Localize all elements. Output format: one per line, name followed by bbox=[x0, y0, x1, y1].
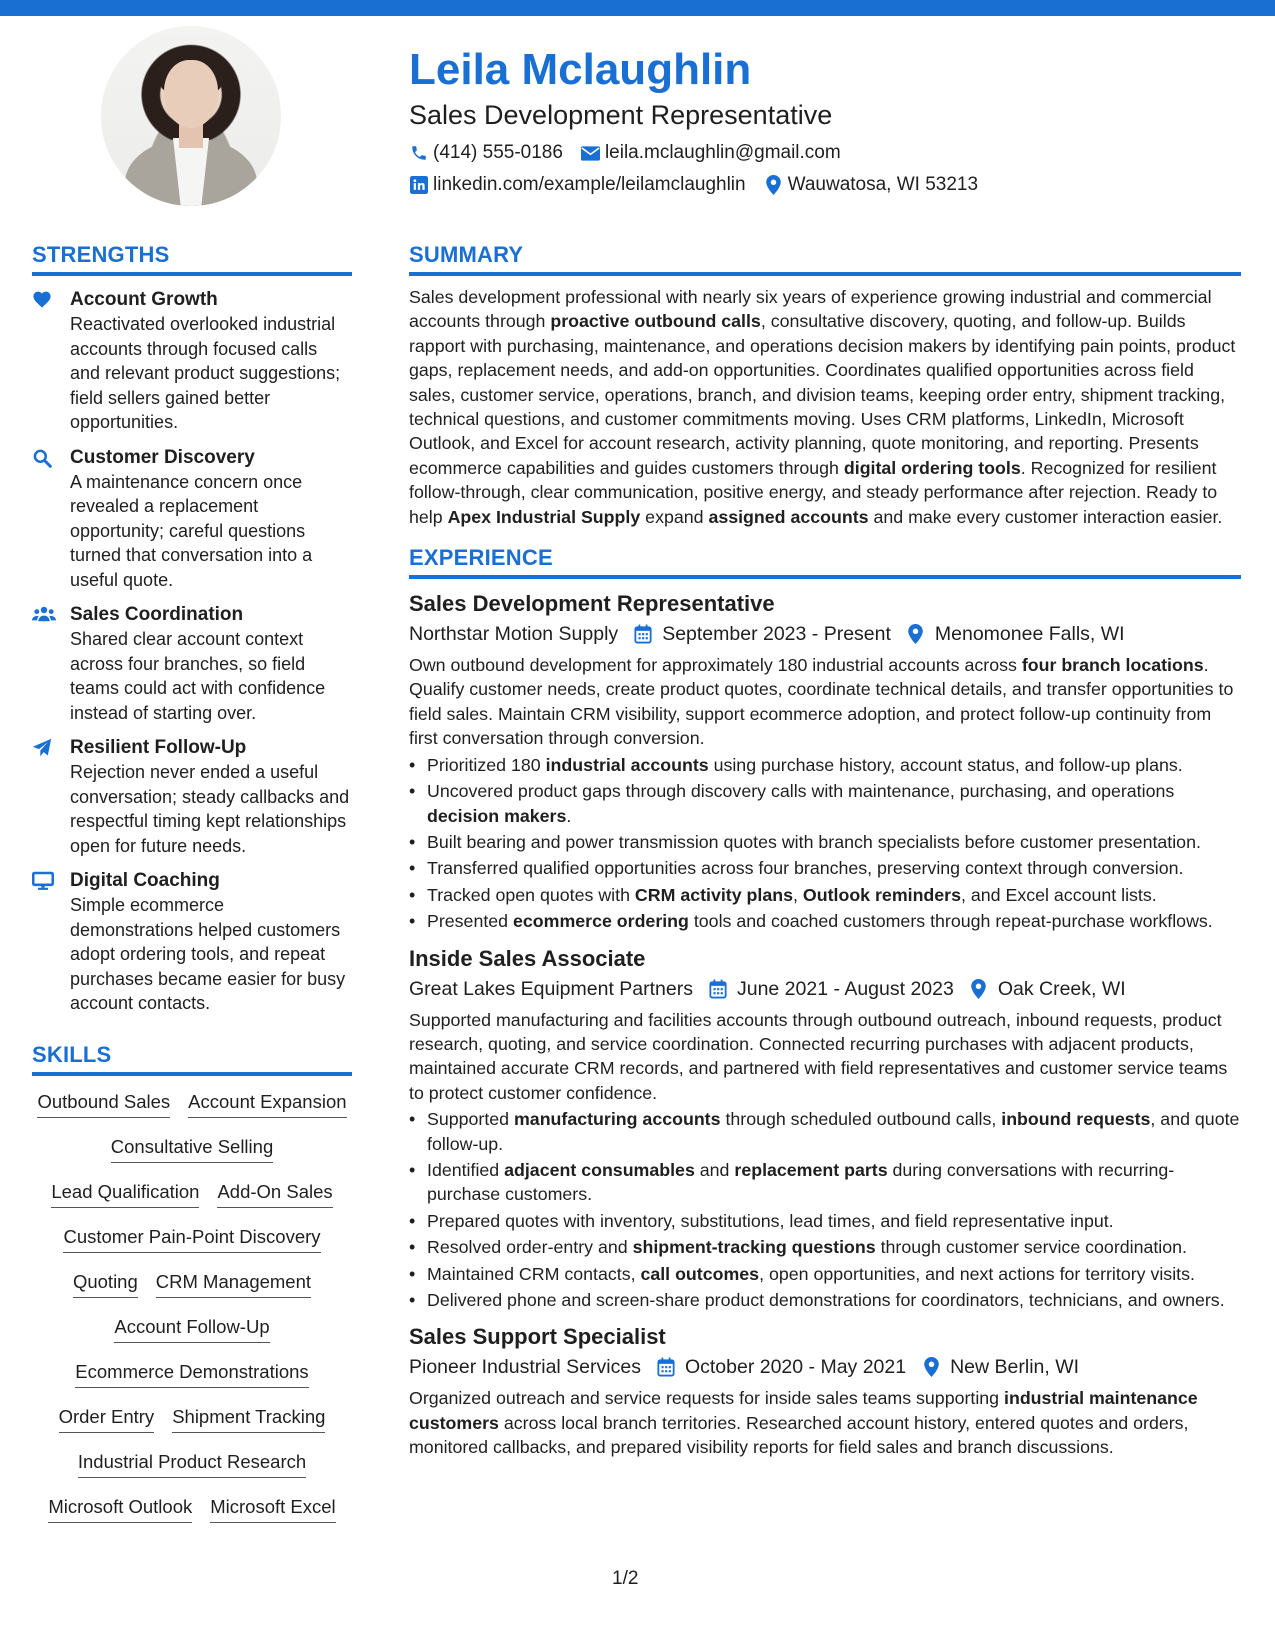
skill-tag: Microsoft Excel bbox=[210, 1495, 335, 1523]
job-location-text: New Berlin, WI bbox=[950, 1356, 1080, 1379]
text-run: Sales development professional with nearly six years of experience growing industrial and commercial accounts through bbox=[409, 287, 1212, 332]
experience-list bbox=[409, 589, 1241, 1460]
envelope-icon bbox=[581, 143, 601, 163]
job-company: Great Lakes Equipment Partners bbox=[409, 977, 693, 1000]
calendar-icon bbox=[707, 978, 729, 1000]
text-run: , and quote follow-up. bbox=[427, 1109, 1240, 1154]
text-run: Supported bbox=[427, 1109, 514, 1130]
bold-text: replacement parts bbox=[734, 1159, 888, 1180]
skill-tag: Shipment Tracking bbox=[172, 1405, 325, 1433]
text-run: , open opportunities, and next actions for territory visits. bbox=[759, 1263, 1195, 1284]
email-contact[interactable] bbox=[581, 142, 841, 164]
linkedin-text: linkedin.com/example/leilamclaughlin bbox=[433, 174, 746, 195]
bold-text: inbound requests bbox=[1001, 1109, 1151, 1130]
bullet-item bbox=[409, 1107, 1241, 1156]
bold-text: Apex Industrial Supply bbox=[447, 506, 641, 527]
profile-photo bbox=[101, 26, 281, 206]
bold-text: four branch locations bbox=[1021, 655, 1204, 676]
top-accent-bar bbox=[0, 0, 1275, 16]
strength-body bbox=[70, 736, 352, 858]
job-role: Inside Sales Associate bbox=[409, 945, 646, 971]
text-run: Delivered phone and screen-share product demonstrations for coordinators, technicians, and owners. bbox=[427, 1290, 1225, 1310]
users-icon bbox=[32, 603, 70, 725]
text-run: and bbox=[694, 1159, 735, 1180]
bold-text: decision makers bbox=[427, 805, 567, 826]
skill-tag: Customer Pain-Point Discovery bbox=[63, 1225, 320, 1253]
linkedin-contact[interactable] bbox=[409, 174, 746, 196]
text-run: Maintained CRM contacts, bbox=[427, 1263, 641, 1284]
job-location-text: Oak Creek, WI bbox=[997, 977, 1126, 1000]
search-icon bbox=[32, 446, 70, 593]
skill-tag: Account Expansion bbox=[188, 1090, 346, 1118]
skill-row bbox=[32, 1270, 352, 1315]
text-run: Identified bbox=[427, 1159, 505, 1180]
bold-text: ecommerce ordering bbox=[513, 911, 689, 932]
text-run: Presented bbox=[427, 911, 513, 932]
job-dates bbox=[632, 619, 891, 649]
left-column bbox=[32, 242, 352, 1540]
calendar-icon bbox=[632, 623, 654, 645]
resume-header bbox=[409, 42, 1229, 197]
bold-text: assigned accounts bbox=[708, 506, 869, 527]
skill-row bbox=[32, 1180, 352, 1225]
skill-tag: Order Entry bbox=[59, 1405, 155, 1433]
bullet-item bbox=[409, 753, 1241, 777]
map-pin-icon bbox=[764, 175, 784, 195]
text-run: Supported manufacturing and facilities accounts through outbound outreach, inbound requests, product research, quoting, and service coordination. Connected recurring purchases with adjacent products, maintained accurate CRM records, and partnered with field representatives and customer service teams to protect customer confidence. bbox=[409, 1009, 1228, 1103]
linkedin-icon bbox=[409, 175, 429, 195]
strength-body bbox=[70, 603, 352, 725]
strength-description: Shared clear account context across four branches, so field teams could act with confidence instead of starting over. bbox=[70, 629, 326, 723]
text-run: , consultative discovery, quoting, and follow-up. Builds rapport with purchasing, maintenance, and operations decision makers by identifying pain points, product gaps, replacement needs, and add-on opportunities. Coordinates qualified opportunities across field sales, customer service, operations, branch, and division teams, keeping order entry, shipment tracking, technical questions, and customer commitments moving. Uses CRM platforms, LinkedIn, Microsoft Outlook, and Excel for account research, activity planning, quote monitoring, and reporting. Presents ecommerce capabilities and guides customers through bbox=[409, 311, 1236, 478]
job-location bbox=[905, 619, 1125, 649]
skill-tag: Outbound Sales bbox=[37, 1090, 170, 1118]
job-dates bbox=[707, 974, 954, 1004]
bold-text: industrial accounts bbox=[545, 754, 709, 775]
text-run: through scheduled outbound calls, bbox=[720, 1109, 1002, 1130]
strength-item bbox=[32, 603, 352, 725]
skill-tag: Ecommerce Demonstrations bbox=[75, 1360, 308, 1388]
text-run: , bbox=[793, 884, 803, 905]
strengths-list bbox=[32, 288, 352, 1016]
bullet-item bbox=[409, 1288, 1241, 1312]
monitor-icon bbox=[32, 869, 70, 1016]
text-run: Uncovered product gaps through discovery calls with maintenance, purchasing, and operations bbox=[427, 781, 1175, 802]
bold-text: digital ordering tools bbox=[843, 457, 1021, 478]
strength-title: Digital Coaching bbox=[70, 870, 220, 891]
bold-text: call outcomes bbox=[640, 1263, 760, 1284]
skill-tag: Account Follow-Up bbox=[114, 1315, 269, 1343]
text-run: Organized outreach and service requests for inside sales teams supporting bbox=[409, 1388, 1005, 1409]
text-run: Own outbound development for approximately 180 industrial accounts across bbox=[409, 655, 1022, 676]
strength-body bbox=[70, 288, 352, 435]
phone-icon bbox=[409, 143, 429, 163]
text-run: tools and coached customers through repeat-purchase workflows. bbox=[688, 911, 1213, 932]
skill-tag: Add-On Sales bbox=[217, 1180, 332, 1208]
right-column bbox=[409, 242, 1241, 1460]
paper-plane-icon bbox=[32, 736, 70, 858]
job-description bbox=[409, 1008, 1241, 1106]
heart-icon bbox=[32, 288, 70, 435]
strengths-heading: STRENGTHS bbox=[32, 242, 352, 276]
strength-title: Customer Discovery bbox=[70, 446, 255, 468]
strength-description: Reactivated overlooked industrial accounts through focused calls and relevant product suggestions; field sellers gained better opportunities. bbox=[70, 314, 341, 432]
candidate-name: Leila Mclaughlin bbox=[409, 45, 752, 94]
bullet-item bbox=[409, 779, 1241, 828]
skills-heading: SKILLS bbox=[32, 1042, 352, 1076]
job-role: Sales Development Representative bbox=[409, 591, 775, 617]
strength-item bbox=[32, 288, 352, 435]
strength-title: Resilient Follow-Up bbox=[70, 737, 247, 758]
phone-contact[interactable] bbox=[409, 142, 563, 164]
text-run: Resolved order-entry and bbox=[427, 1237, 633, 1258]
job-entry bbox=[409, 589, 1241, 933]
job-role: Sales Support Specialist bbox=[409, 1324, 666, 1350]
skills-list bbox=[32, 1090, 352, 1540]
summary-heading: SUMMARY bbox=[409, 242, 1241, 276]
bullet-item bbox=[409, 1158, 1241, 1207]
job-meta bbox=[409, 974, 1241, 1004]
strength-description: Rejection never ended a useful conversation; steady callbacks and respectful timing kept relationships open for future needs. bbox=[70, 762, 350, 856]
job-meta bbox=[409, 619, 1241, 649]
candidate-title: Sales Development Representative bbox=[409, 100, 833, 130]
bold-text: CRM activity plans bbox=[634, 884, 794, 905]
bullet-item bbox=[409, 1209, 1241, 1233]
text-run: Transferred qualified opportunities across four branches, preserving context through conversion. bbox=[427, 858, 1184, 879]
job-bullets bbox=[409, 753, 1241, 934]
job-location bbox=[920, 1352, 1079, 1382]
location-contact bbox=[764, 174, 978, 196]
strength-description: A maintenance concern once revealed a replacement opportunity; careful questions turned that conversation into a useful quote. bbox=[70, 471, 313, 590]
map-pin-icon bbox=[920, 1356, 942, 1378]
text-run: Tracked open quotes with bbox=[427, 884, 635, 905]
bold-text: proactive outbound calls bbox=[550, 311, 761, 332]
text-run: Prepared quotes with inventory, substitutions, lead times, and field representative input. bbox=[427, 1210, 1114, 1231]
bold-text: manufacturing accounts bbox=[514, 1109, 721, 1130]
contact-row-2 bbox=[409, 173, 1229, 197]
skill-row bbox=[32, 1225, 352, 1270]
job-dates-text: June 2021 - August 2023 bbox=[736, 977, 954, 1000]
text-run: through customer service coordination. bbox=[875, 1237, 1187, 1258]
skill-row bbox=[32, 1495, 352, 1540]
strength-item bbox=[32, 446, 352, 593]
strength-description: Simple ecommerce demonstrations helped customers adopt ordering tools, and repeat purchases became easier for busy account contacts. bbox=[70, 895, 346, 1013]
job-entry bbox=[409, 944, 1241, 1313]
job-location bbox=[968, 974, 1126, 1004]
job-location-text: Menomonee Falls, WI bbox=[934, 623, 1125, 646]
text-run: across local branch territories. Researched account history, entered quotes and orders, monitored callbacks, and prepared visibility reports for field sales and branch discussions. bbox=[409, 1412, 1189, 1458]
bold-text: shipment-tracking questions bbox=[632, 1237, 876, 1258]
job-company: Pioneer Industrial Services bbox=[409, 1356, 641, 1379]
page-number: 1/2 bbox=[612, 1568, 639, 1589]
skill-row bbox=[32, 1090, 352, 1135]
strength-title: Account Growth bbox=[70, 289, 218, 310]
bullet-item bbox=[409, 830, 1241, 854]
bullet-item bbox=[409, 856, 1241, 880]
skill-tag: CRM Management bbox=[156, 1270, 311, 1298]
phone-text: (414) 555-0186 bbox=[433, 142, 563, 163]
bullet-item bbox=[409, 1235, 1241, 1259]
skill-tag: Microsoft Outlook bbox=[48, 1495, 192, 1523]
strength-item bbox=[32, 736, 352, 858]
skill-tag: Consultative Selling bbox=[111, 1135, 273, 1163]
bold-text: industrial maintenance customers bbox=[409, 1388, 1198, 1433]
map-pin-icon bbox=[905, 623, 927, 645]
bold-text: adjacent consumables bbox=[504, 1159, 695, 1180]
strength-title: Sales Coordination bbox=[70, 604, 244, 625]
skill-row bbox=[32, 1405, 352, 1450]
text-run: expand bbox=[640, 506, 709, 527]
text-run: , and Excel account lists. bbox=[961, 884, 1157, 905]
skill-row bbox=[32, 1315, 352, 1360]
map-pin-icon bbox=[968, 978, 990, 1000]
skill-row bbox=[32, 1135, 352, 1180]
skill-tag: Lead Qualification bbox=[51, 1180, 199, 1208]
job-description bbox=[409, 1386, 1241, 1459]
contact-row-1 bbox=[409, 141, 1229, 165]
strength-body bbox=[70, 446, 352, 593]
bold-text: Outlook reminders bbox=[802, 884, 961, 905]
job-entry bbox=[409, 1322, 1241, 1459]
skill-tag: Quoting bbox=[73, 1270, 138, 1298]
skill-row bbox=[32, 1450, 352, 1495]
text-run: . Recognized for resilient follow-through, clear communication, positive energy, and steady performance after rejection. Ready to help bbox=[409, 457, 1218, 527]
skill-tag: Industrial Product Research bbox=[78, 1450, 306, 1478]
email-text: leila.mclaughlin@gmail.com bbox=[604, 142, 841, 163]
bullet-item bbox=[409, 1262, 1241, 1286]
job-dates-text: October 2020 - May 2021 bbox=[684, 1356, 907, 1379]
text-run: Built bearing and power transmission quotes with branch specialists before customer presentation. bbox=[427, 831, 1201, 852]
skill-row bbox=[32, 1360, 352, 1405]
strength-body bbox=[70, 869, 352, 1016]
job-dates-text: September 2023 - Present bbox=[662, 623, 891, 646]
text-run: during conversations with recurring-purchase customers. bbox=[427, 1159, 1175, 1205]
summary-text bbox=[409, 285, 1241, 529]
experience-heading: EXPERIENCE bbox=[409, 545, 1241, 579]
job-description bbox=[409, 653, 1241, 751]
job-meta bbox=[409, 1352, 1241, 1382]
strength-item bbox=[32, 869, 352, 1016]
bullet-item bbox=[409, 883, 1241, 907]
job-dates bbox=[655, 1352, 906, 1382]
calendar-icon bbox=[655, 1356, 677, 1378]
bullet-item bbox=[409, 909, 1241, 933]
job-company: Northstar Motion Supply bbox=[409, 623, 619, 646]
text-run: Prioritized 180 bbox=[427, 754, 546, 775]
location-text: Wauwatosa, WI 53213 bbox=[787, 174, 979, 195]
text-run: . bbox=[566, 805, 572, 826]
text-run: using purchase history, account status, and follow-up plans. bbox=[708, 754, 1183, 775]
text-run: . Qualify customer needs, create product quotes, coordinate technical details, and transfer opportunities to field sales. Maintain CRM visibility, support ecommerce adoption, and protect follow-up continuity from first conversation through conversion. bbox=[409, 655, 1234, 749]
job-bullets bbox=[409, 1107, 1241, 1312]
text-run: and make every customer interaction easier. bbox=[868, 506, 1223, 527]
